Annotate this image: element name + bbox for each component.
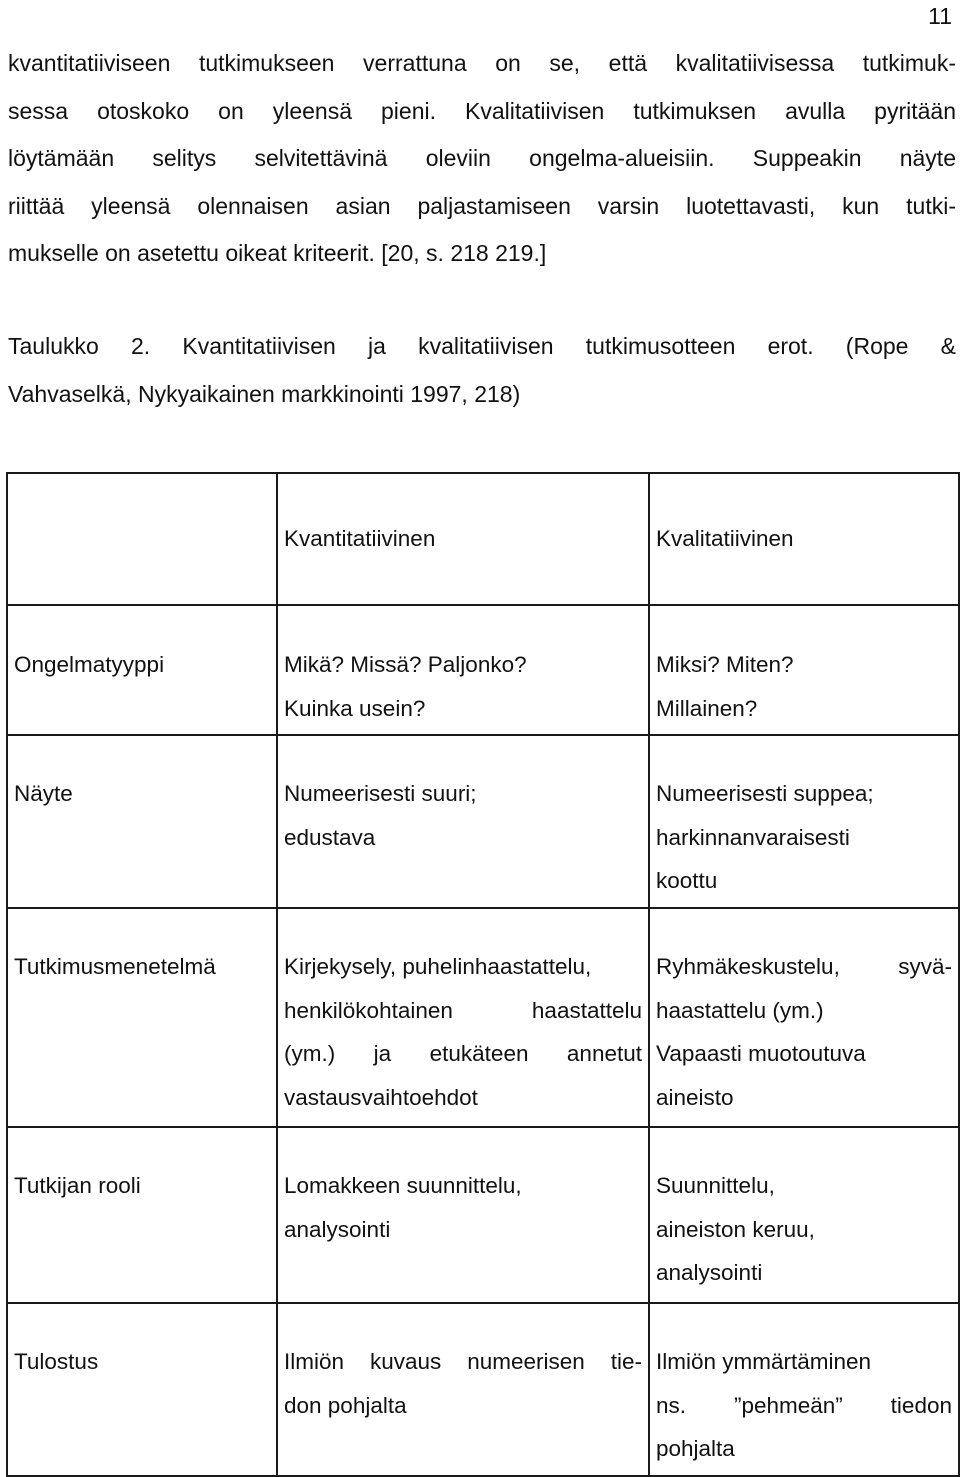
row-label: Tutkijan rooli bbox=[7, 1127, 277, 1303]
qualitative-cell bbox=[649, 605, 959, 735]
quantitative-cell bbox=[277, 735, 649, 908]
row-label: Tulostus bbox=[7, 1303, 277, 1476]
quantitative-cell bbox=[277, 1303, 649, 1476]
cell-line: Numeerisesti suppea; bbox=[656, 781, 874, 806]
comparison-table bbox=[6, 472, 960, 1477]
cell-line: don pohjalta bbox=[284, 1392, 407, 1418]
paragraph-line: mukselle on asetettu oikeat kriteerit. [20, s. 218 219.] bbox=[8, 240, 547, 267]
cell-line: vastausvaihtoehdot bbox=[284, 1084, 478, 1110]
paragraph-line: riittää yleensä olennaisen asian paljastamiseen varsin luotettavasti, kun tutki- bbox=[8, 192, 956, 219]
cell-line: (ym.) ja etukäteen annetut bbox=[284, 1041, 642, 1066]
cell-line: haastattelu (ym.) bbox=[656, 997, 824, 1023]
table-row bbox=[7, 1303, 959, 1476]
caption-line: Taulukko 2. Kvantitatiivisen ja kvalitatiivisen tutkimusotteen erot. (Rope & bbox=[8, 333, 956, 359]
cell-line: koottu bbox=[656, 868, 718, 893]
row-label: Ongelmatyyppi bbox=[7, 605, 277, 735]
cell-line: ns. ”pehmeän” tiedon bbox=[656, 1392, 952, 1418]
cell-line: aineiston keruu, bbox=[656, 1216, 815, 1242]
cell-line: Kirjekysely, puhelinhaastattelu, bbox=[284, 954, 592, 979]
cell-line: Lomakkeen suunnittelu, bbox=[284, 1173, 522, 1198]
paragraph-line: sessa otoskoko on yleensä pieni. Kvalitatiivisen tutkimuksen avulla pyritään bbox=[8, 97, 956, 124]
page-number: 11 bbox=[928, 3, 952, 29]
quantitative-cell bbox=[277, 908, 649, 1127]
row-label: Tutkimusmenetelmä bbox=[7, 908, 277, 1127]
cell-line: Kuinka usein? bbox=[284, 695, 426, 721]
quantitative-cell bbox=[277, 605, 649, 735]
table-row bbox=[7, 908, 959, 1127]
table-row bbox=[7, 605, 959, 735]
table-caption bbox=[8, 323, 956, 418]
cell-line: aineisto bbox=[656, 1084, 734, 1110]
cell-line: Miksi? Miten? bbox=[656, 652, 794, 677]
quantitative-cell bbox=[277, 1127, 649, 1303]
cell-line: henkilökohtainen haastattelu bbox=[284, 997, 642, 1023]
cell-line: Mikä? Missä? Paljonko? bbox=[284, 652, 527, 677]
cell-line: Numeerisesti suuri; bbox=[284, 781, 477, 806]
paragraph-line: kvantitatiiviseen tutkimukseen verrattuna on se, että kvalitatiivisessa tutkimuk- bbox=[8, 50, 956, 76]
paragraph-line: löytämään selitys selvitettävinä oleviin ongelma-alueisiin. Suppeakin näyte bbox=[8, 145, 956, 172]
cell-line: edustava bbox=[284, 824, 376, 850]
cell-line: Ilmiön ymmärtäminen bbox=[656, 1349, 872, 1374]
cell-line: Millainen? bbox=[656, 695, 758, 721]
cell-line: analysointi bbox=[284, 1216, 391, 1242]
cell-line: Suunnittelu, bbox=[656, 1173, 775, 1198]
table-header-row bbox=[7, 473, 959, 605]
qualitative-cell bbox=[649, 1127, 959, 1303]
cell-line: Ilmiön kuvaus numeerisen tie- bbox=[284, 1349, 642, 1374]
cell-line: harkinnanvaraisesti bbox=[656, 824, 850, 850]
header-empty-cell bbox=[7, 473, 277, 605]
header-qualitative: Kvalitatiivinen bbox=[649, 473, 959, 605]
caption-line: Vahvaselkä, Nykyaikainen markkinointi 1997, 218) bbox=[8, 380, 521, 407]
qualitative-cell bbox=[649, 1303, 959, 1476]
cell-line: analysointi bbox=[656, 1260, 763, 1285]
cell-line: Vapaasti muotoutuva bbox=[656, 1041, 866, 1066]
row-label: Näyte bbox=[7, 735, 277, 908]
table-row bbox=[7, 1127, 959, 1303]
header-quantitative: Kvantitatiivinen bbox=[277, 473, 649, 605]
table-row bbox=[7, 735, 959, 908]
qualitative-cell bbox=[649, 908, 959, 1127]
cell-line: pohjalta bbox=[656, 1436, 735, 1461]
qualitative-cell bbox=[649, 735, 959, 908]
cell-line: Ryhmäkeskustelu, syvä- bbox=[656, 954, 952, 979]
body-paragraph bbox=[8, 40, 956, 278]
